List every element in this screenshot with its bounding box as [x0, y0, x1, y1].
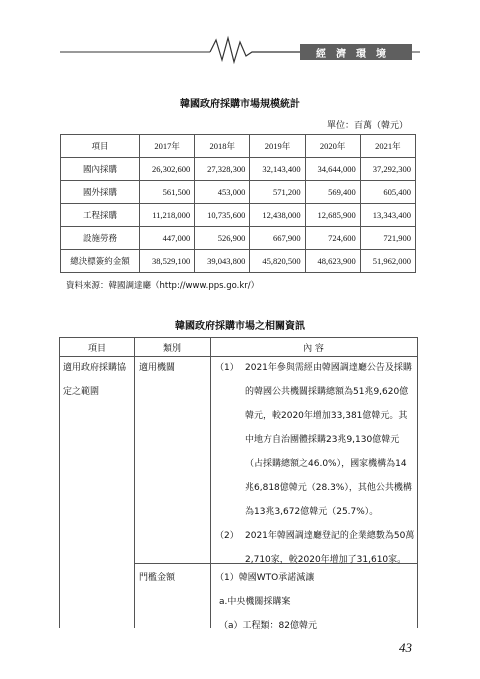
column-header: 2021年	[360, 135, 415, 158]
table-cell: 724,600	[305, 227, 360, 250]
table-cell: 26,302,600	[140, 158, 195, 181]
table-cell: 667,900	[250, 227, 305, 250]
column-header: 項目	[87, 344, 106, 354]
table-cell: 11,218,000	[140, 204, 195, 227]
procurement-stats-table	[60, 134, 416, 273]
content-line: （1）韓國WTO承諾減讓	[215, 573, 315, 583]
column-header: 2018年	[195, 135, 250, 158]
table-row	[61, 181, 416, 204]
table1-source: 資料來源：韓國調達廳（http://www.pps.go.kr/）	[66, 281, 260, 291]
column-header: 2017年	[140, 135, 195, 158]
table-row	[61, 250, 416, 273]
table-cell: 12,438,000	[250, 204, 305, 227]
page-number: 43	[399, 640, 412, 655]
info-table-header	[60, 338, 417, 357]
section-tab: 經濟環境	[300, 44, 412, 60]
table-cell: 10,735,600	[195, 204, 250, 227]
table-cell: 561,500	[140, 181, 195, 204]
paragraph-text: 2021年韓國調達廳登記的企業總數為50萬2,710家，較2020年增加了31,610家。	[245, 531, 415, 565]
content-paragraph	[215, 356, 415, 524]
table-cell: 38,529,100	[140, 250, 195, 273]
table-cell: 453,000	[195, 181, 250, 204]
table-cell: 447,000	[140, 227, 195, 250]
table-row	[61, 227, 416, 250]
table-cell: 39,043,800	[195, 250, 250, 273]
row-label: 設施勞務	[61, 227, 140, 250]
row-label: 國外採購	[61, 181, 140, 204]
table-cell: 48,623,900	[305, 250, 360, 273]
table-cell: 34,644,000	[305, 158, 360, 181]
table-cell: 721,900	[360, 227, 415, 250]
table-cell: 605,400	[360, 181, 415, 204]
table1-unit: 單位：百萬（韓元）	[326, 121, 408, 131]
table-cell: 13,343,400	[360, 204, 415, 227]
page-header	[0, 0, 480, 70]
row-label: 工程採購	[61, 204, 140, 227]
table1-title: 韓國政府採購市場規模統計	[180, 99, 300, 110]
column-header: 項目	[61, 135, 140, 158]
column-header: 2020年	[305, 135, 360, 158]
table-cell: 32,143,400	[250, 158, 305, 181]
column-header: 內 容	[303, 344, 324, 354]
content-paragraph	[215, 524, 415, 572]
info-table	[59, 337, 418, 631]
table-row	[61, 204, 416, 227]
row-label: 國內採購	[61, 158, 140, 181]
row2-content	[215, 566, 415, 638]
table-cell: 51,962,000	[360, 250, 415, 273]
table-cell: 37,292,300	[360, 158, 415, 181]
paragraph-text: 2021年參與需經由韓國調達廳公告及採購的韓國公共機關採購總額為51兆9,620億韓元，較2020年增加33,381億韓元。其中地方自治團體採購23兆9,130億韓元（占採購總額之46.0%），國家機構為14兆6,818億韓元（28.3%），其他公共機構為13兆3,672億韓元（25.7%）。	[245, 363, 412, 517]
row1-category: 適用機關	[139, 363, 176, 373]
column-divider	[134, 338, 135, 628]
table-cell: 12,685,900	[305, 204, 360, 227]
column-header: 2019年	[250, 135, 305, 158]
content-line: a.中央機關採購案	[219, 597, 291, 607]
table-cell: 27,328,300	[195, 158, 250, 181]
paragraph-number: （2）	[215, 531, 239, 541]
row1-content	[215, 356, 415, 572]
paragraph-number: （1）	[215, 363, 239, 373]
column-divider	[210, 338, 211, 628]
table-cell: 45,820,500	[250, 250, 305, 273]
row-label: 總決標簽約金額	[61, 250, 140, 273]
table-row	[61, 158, 416, 181]
table-header-row	[61, 135, 416, 158]
row1-item: 適用政府採購協定之範圍	[63, 363, 127, 397]
column-header: 類別	[162, 344, 181, 354]
table-cell: 526,900	[195, 227, 250, 250]
table-cell: 571,200	[250, 181, 305, 204]
table2-title: 韓國政府採購市場之相關資訊	[175, 321, 305, 332]
content-line: （a）工程類：82億韓元	[219, 621, 317, 631]
table-cell: 569,400	[305, 181, 360, 204]
row2-category: 門檻金額	[139, 573, 176, 583]
